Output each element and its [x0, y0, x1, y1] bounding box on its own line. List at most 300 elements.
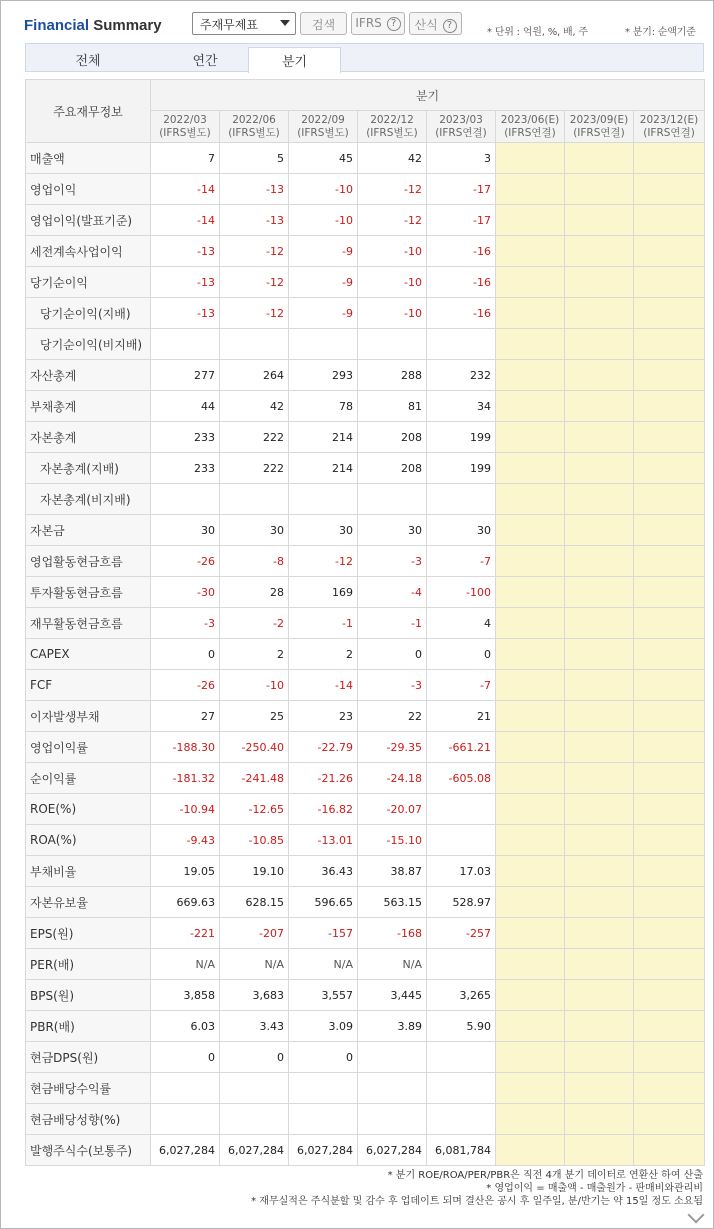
table-row [26, 391, 705, 422]
value-cell: 3,445 [358, 980, 427, 1011]
value-cell: 199 [427, 453, 496, 484]
estimate-cell [634, 577, 705, 608]
value-cell: 5.90 [427, 1011, 496, 1042]
value-cell: -157 [289, 918, 358, 949]
value-cell: 38.87 [358, 856, 427, 887]
row-label: FCF [26, 670, 151, 701]
estimate-cell [634, 1011, 705, 1042]
title-financial: Financial [24, 17, 90, 34]
row-label: 발행주식수(보통주) [26, 1135, 151, 1166]
value-cell: 81 [358, 391, 427, 422]
estimate-cell [565, 701, 634, 732]
value-cell: -30 [151, 577, 220, 608]
estimate-cell [565, 608, 634, 639]
value-cell: -16 [427, 298, 496, 329]
estimate-cell [565, 484, 634, 515]
table-row [26, 205, 705, 236]
estimate-cell [565, 329, 634, 360]
value-cell: 23 [289, 701, 358, 732]
estimate-cell [496, 391, 565, 422]
estimate-cell [634, 918, 705, 949]
value-cell: 232 [427, 360, 496, 391]
value-cell: 214 [289, 422, 358, 453]
estimate-cell [634, 422, 705, 453]
estimate-cell [496, 453, 565, 484]
row-label: ROE(%) [26, 794, 151, 825]
table-row [26, 360, 705, 391]
value-cell: 3,858 [151, 980, 220, 1011]
value-cell: -17 [427, 174, 496, 205]
table-row [26, 763, 705, 794]
value-cell [358, 1073, 427, 1104]
estimate-cell [496, 918, 565, 949]
value-cell: N/A [358, 949, 427, 980]
row-label: 현금DPS(원) [26, 1042, 151, 1073]
unit-note: * 단위 : 억원, %, 배, 주 [487, 27, 588, 38]
estimate-cell [565, 949, 634, 980]
estimate-cell [496, 670, 565, 701]
value-cell: -188.30 [151, 732, 220, 763]
row-label: 자본총계(비지배) [26, 484, 151, 515]
value-cell: -26 [151, 546, 220, 577]
value-cell: -22.79 [289, 732, 358, 763]
table-row [26, 732, 705, 763]
value-cell [220, 484, 289, 515]
tab-quarterly[interactable]: 분기 [248, 47, 341, 73]
estimate-cell [565, 143, 634, 174]
table-row [26, 143, 705, 174]
value-cell: -9.43 [151, 825, 220, 856]
value-cell: 30 [220, 515, 289, 546]
value-cell: -221 [151, 918, 220, 949]
value-cell: 0 [289, 1042, 358, 1073]
value-cell: 288 [358, 360, 427, 391]
value-cell: -10.85 [220, 825, 289, 856]
estimate-cell [565, 546, 634, 577]
estimate-cell [565, 453, 634, 484]
row-header: 주요재무정보 [26, 80, 151, 143]
value-cell: 0 [151, 1042, 220, 1073]
group-header: 분기 [151, 80, 705, 111]
value-cell: 277 [151, 360, 220, 391]
column-period: 2023/03 [439, 113, 483, 126]
value-cell: 3,683 [220, 980, 289, 1011]
row-label: 영업이익률 [26, 732, 151, 763]
row-label: CAPEX [26, 639, 151, 670]
estimate-cell [565, 1011, 634, 1042]
estimate-cell [634, 1042, 705, 1073]
value-cell: 25 [220, 701, 289, 732]
value-cell: -14 [151, 205, 220, 236]
value-cell: 222 [220, 453, 289, 484]
value-cell: 30 [358, 515, 427, 546]
row-label: 부채총계 [26, 391, 151, 422]
estimate-cell [634, 391, 705, 422]
table-row [26, 1104, 705, 1135]
table-row [26, 856, 705, 887]
estimate-cell [565, 1073, 634, 1104]
value-cell: -13.01 [289, 825, 358, 856]
value-cell: -12.65 [220, 794, 289, 825]
column-header [151, 111, 220, 143]
estimate-cell [565, 515, 634, 546]
row-label: 재무활동현금흐름 [26, 608, 151, 639]
row-label: 자본총계 [26, 422, 151, 453]
row-label: 당기순이익(지배) [26, 298, 151, 329]
value-cell: 78 [289, 391, 358, 422]
value-cell: -3 [358, 546, 427, 577]
value-cell: 628.15 [220, 887, 289, 918]
estimate-cell [565, 391, 634, 422]
value-cell: -168 [358, 918, 427, 949]
value-cell: -10 [358, 267, 427, 298]
estimate-cell [496, 949, 565, 980]
value-cell: 42 [220, 391, 289, 422]
estimate-cell [634, 1073, 705, 1104]
row-label: 순이익률 [26, 763, 151, 794]
formula-button-label: 산식 [414, 18, 438, 32]
value-cell: 30 [427, 515, 496, 546]
estimate-cell [565, 298, 634, 329]
tab-annual[interactable]: 연간 [192, 54, 218, 69]
estimate-cell [565, 577, 634, 608]
value-cell: 293 [289, 360, 358, 391]
estimate-cell [496, 980, 565, 1011]
search-button[interactable] [300, 12, 347, 35]
value-cell: N/A [289, 949, 358, 980]
estimate-cell [496, 794, 565, 825]
search-button-label: 검색 [311, 18, 336, 32]
footnote: * 영업이익 = 매출액 - 매출원가 - 판매비와관리비 [486, 1183, 703, 1194]
value-cell: 3.09 [289, 1011, 358, 1042]
value-cell: -181.32 [151, 763, 220, 794]
value-cell: 233 [151, 422, 220, 453]
footnotes [251, 1169, 703, 1208]
estimate-cell [634, 763, 705, 794]
table-row [26, 670, 705, 701]
value-cell: -15.10 [358, 825, 427, 856]
estimate-cell [565, 267, 634, 298]
value-cell [151, 1104, 220, 1135]
tab-all[interactable]: 전체 [75, 54, 101, 69]
value-cell: -13 [151, 267, 220, 298]
table-row [26, 515, 705, 546]
estimate-cell [634, 453, 705, 484]
column-basis: (IFRS연결) [643, 126, 695, 139]
value-cell: -10 [289, 205, 358, 236]
value-cell: -21.26 [289, 763, 358, 794]
row-label: 현금배당성향(%) [26, 1104, 151, 1135]
value-cell: -10 [289, 174, 358, 205]
table-row [26, 701, 705, 732]
value-cell [427, 1073, 496, 1104]
row-label: 세전계속사업이익 [26, 236, 151, 267]
value-cell [427, 1104, 496, 1135]
value-cell: -3 [358, 670, 427, 701]
value-cell [358, 1104, 427, 1135]
estimate-cell [565, 205, 634, 236]
estimate-cell [565, 794, 634, 825]
estimate-cell [565, 360, 634, 391]
value-cell: -26 [151, 670, 220, 701]
row-label: 영업이익(발표기준) [26, 205, 151, 236]
estimate-cell [496, 484, 565, 515]
estimate-cell [565, 1104, 634, 1135]
table-row [26, 639, 705, 670]
estimate-cell [496, 1135, 565, 1166]
estimate-cell [565, 825, 634, 856]
period-tabs [25, 43, 704, 72]
value-cell: -12 [220, 267, 289, 298]
estimate-cell [496, 825, 565, 856]
value-cell: -10 [220, 670, 289, 701]
value-cell [427, 825, 496, 856]
value-cell [427, 794, 496, 825]
estimate-cell [634, 484, 705, 515]
estimate-cell [565, 236, 634, 267]
value-cell: 528.97 [427, 887, 496, 918]
estimate-cell [496, 174, 565, 205]
value-cell: 6,027,284 [358, 1135, 427, 1166]
value-cell: -1 [358, 608, 427, 639]
value-cell: -10 [358, 236, 427, 267]
value-cell: 3,557 [289, 980, 358, 1011]
estimate-cell [634, 360, 705, 391]
value-cell: -14 [151, 174, 220, 205]
row-label: ROA(%) [26, 825, 151, 856]
value-cell: 34 [427, 391, 496, 422]
value-cell: -1 [289, 608, 358, 639]
table-row [26, 174, 705, 205]
estimate-cell [634, 887, 705, 918]
estimate-cell [565, 918, 634, 949]
value-cell: -14 [289, 670, 358, 701]
column-header [289, 111, 358, 143]
value-cell: 6,081,784 [427, 1135, 496, 1166]
page-title [24, 17, 162, 34]
row-label: 자산총계 [26, 360, 151, 391]
column-period: 2023/09(E) [569, 113, 629, 126]
value-cell: 3 [427, 143, 496, 174]
value-cell: -13 [220, 174, 289, 205]
row-label: 이자발생부채 [26, 701, 151, 732]
estimate-cell [634, 639, 705, 670]
estimate-cell [565, 887, 634, 918]
select-value: 주재무제표 [200, 18, 258, 32]
table-row [26, 298, 705, 329]
estimate-cell [496, 546, 565, 577]
value-cell: 36.43 [289, 856, 358, 887]
value-cell: 19.10 [220, 856, 289, 887]
basis-note: * 분기: 순액기준 [625, 27, 696, 38]
estimate-cell [634, 329, 705, 360]
estimate-cell [496, 267, 565, 298]
value-cell: 4 [427, 608, 496, 639]
question-icon: ? [387, 17, 401, 31]
estimate-cell [634, 174, 705, 205]
value-cell: 208 [358, 453, 427, 484]
value-cell: 563.15 [358, 887, 427, 918]
value-cell [151, 1073, 220, 1104]
table-row [26, 546, 705, 577]
estimate-cell [634, 980, 705, 1011]
estimate-cell [634, 236, 705, 267]
table-row [26, 329, 705, 360]
estimate-cell [496, 1011, 565, 1042]
value-cell: -4 [358, 577, 427, 608]
estimate-cell [496, 763, 565, 794]
row-label: 영업활동현금흐름 [26, 546, 151, 577]
estimate-cell [634, 1104, 705, 1135]
value-cell: -13 [151, 236, 220, 267]
estimate-cell [565, 174, 634, 205]
estimate-cell [496, 329, 565, 360]
value-cell [289, 1104, 358, 1135]
value-cell: -20.07 [358, 794, 427, 825]
row-label: 당기순이익(비지배) [26, 329, 151, 360]
table-row [26, 577, 705, 608]
row-label: 자본유보율 [26, 887, 151, 918]
value-cell: -7 [427, 546, 496, 577]
value-cell: 6,027,284 [151, 1135, 220, 1166]
table-row [26, 1073, 705, 1104]
value-cell: 45 [289, 143, 358, 174]
column-basis: (IFRS연결) [504, 126, 556, 139]
value-cell: -661.21 [427, 732, 496, 763]
table-row [26, 453, 705, 484]
value-cell: 30 [151, 515, 220, 546]
value-cell: -100 [427, 577, 496, 608]
value-cell [289, 484, 358, 515]
estimate-cell [634, 856, 705, 887]
column-basis: (IFRS연결) [435, 126, 487, 139]
value-cell: 6,027,284 [289, 1135, 358, 1166]
footnote: * 분기 ROE/ROA/PER/PBR은 직전 4개 분기 데이터로 연환산 하여 산출 [387, 1170, 703, 1181]
financial-table [25, 79, 705, 1166]
table-row [26, 608, 705, 639]
column-basis: (IFRS별도) [297, 126, 349, 139]
value-cell: 0 [358, 639, 427, 670]
value-cell: 596.65 [289, 887, 358, 918]
table-row [26, 887, 705, 918]
table-row [26, 825, 705, 856]
table-row [26, 980, 705, 1011]
column-period: 2023/12(E) [639, 113, 699, 126]
value-cell [289, 329, 358, 360]
column-period: 2023/06(E) [500, 113, 560, 126]
column-basis: (IFRS별도) [366, 126, 418, 139]
column-header [634, 111, 705, 143]
estimate-cell [565, 1135, 634, 1166]
estimate-cell [565, 670, 634, 701]
column-basis: (IFRS연결) [573, 126, 625, 139]
value-cell: 17.03 [427, 856, 496, 887]
estimate-cell [634, 515, 705, 546]
ifrs-help-button[interactable] [351, 12, 405, 35]
value-cell: 27 [151, 701, 220, 732]
estimate-cell [496, 887, 565, 918]
estimate-cell [565, 980, 634, 1011]
value-cell: 3,265 [427, 980, 496, 1011]
estimate-cell [634, 1135, 705, 1166]
value-cell: 669.63 [151, 887, 220, 918]
estimate-cell [565, 732, 634, 763]
value-cell: -29.35 [358, 732, 427, 763]
column-header [427, 111, 496, 143]
value-cell: 42 [358, 143, 427, 174]
value-cell: -257 [427, 918, 496, 949]
estimate-cell [496, 856, 565, 887]
row-label: 자본금 [26, 515, 151, 546]
value-cell: 7 [151, 143, 220, 174]
table-row [26, 236, 705, 267]
value-cell: 2 [220, 639, 289, 670]
value-cell: -13 [151, 298, 220, 329]
estimate-cell [565, 856, 634, 887]
statement-type-select[interactable] [192, 12, 296, 35]
estimate-cell [496, 1042, 565, 1073]
value-cell: -10 [358, 298, 427, 329]
value-cell: -3 [151, 608, 220, 639]
formula-help-button[interactable] [409, 12, 462, 35]
value-cell [220, 329, 289, 360]
estimate-cell [634, 701, 705, 732]
value-cell [427, 484, 496, 515]
estimate-cell [496, 236, 565, 267]
column-basis: (IFRS별도) [159, 126, 211, 139]
value-cell: 0 [220, 1042, 289, 1073]
estimate-cell [634, 670, 705, 701]
value-cell: -605.08 [427, 763, 496, 794]
value-cell: 19.05 [151, 856, 220, 887]
row-label: 현금배당수익률 [26, 1073, 151, 1104]
estimate-cell [496, 1073, 565, 1104]
table-row [26, 422, 705, 453]
value-cell: -9 [289, 236, 358, 267]
table-row [26, 794, 705, 825]
value-cell: -12 [358, 205, 427, 236]
value-cell [220, 1104, 289, 1135]
value-cell [220, 1073, 289, 1104]
estimate-cell [496, 143, 565, 174]
estimate-cell [634, 949, 705, 980]
estimate-cell [634, 546, 705, 577]
value-cell: N/A [151, 949, 220, 980]
estimate-cell [634, 732, 705, 763]
estimate-cell [496, 1104, 565, 1135]
column-header [496, 111, 565, 143]
row-label: BPS(원) [26, 980, 151, 1011]
ifrs-button-label: IFRS [355, 16, 382, 30]
estimate-cell [634, 794, 705, 825]
column-basis: (IFRS별도) [228, 126, 280, 139]
value-cell: -17 [427, 205, 496, 236]
value-cell [289, 1073, 358, 1104]
value-cell: 6,027,284 [220, 1135, 289, 1166]
value-cell: 169 [289, 577, 358, 608]
value-cell: -12 [289, 546, 358, 577]
estimate-cell [496, 515, 565, 546]
chevron-down-icon [280, 20, 290, 26]
estimate-cell [496, 422, 565, 453]
value-cell: 222 [220, 422, 289, 453]
row-label: EPS(원) [26, 918, 151, 949]
value-cell: 2 [289, 639, 358, 670]
estimate-cell [496, 732, 565, 763]
row-label: 매출액 [26, 143, 151, 174]
value-cell: -207 [220, 918, 289, 949]
value-cell: 22 [358, 701, 427, 732]
